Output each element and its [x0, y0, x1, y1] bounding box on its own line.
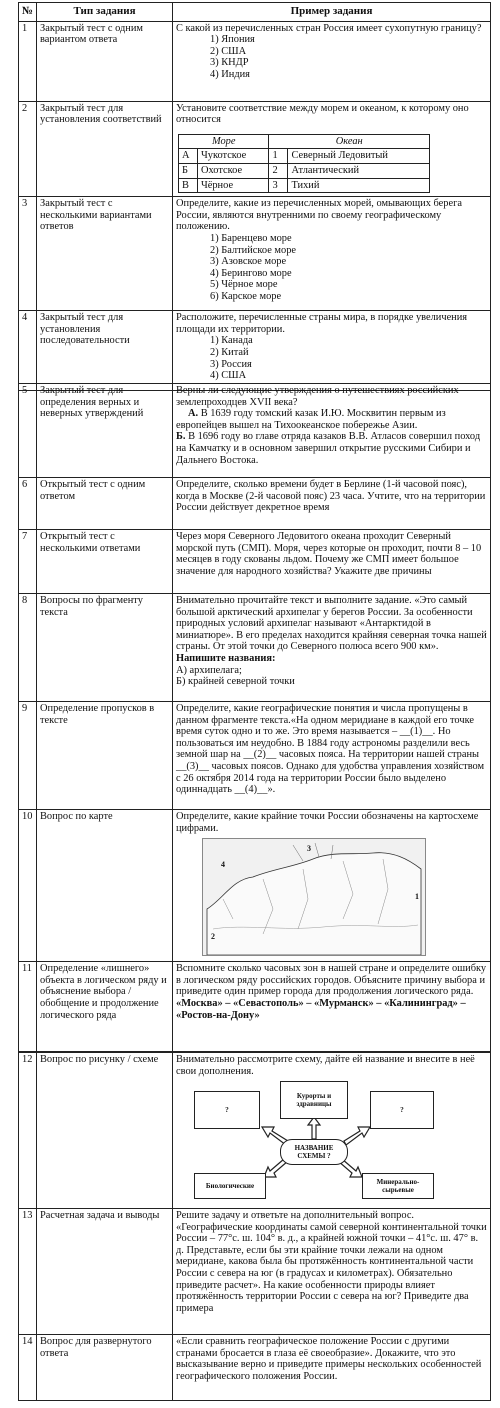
row-number: 6 [19, 478, 37, 530]
table-row [19, 478, 491, 530]
task-example: Определите, сколько времени будет в Берлине (1-й часовой пояс), когда в Москве (2-й часовой пояс) 23 часа. Учтите, что на территории России действует декретное время [173, 478, 491, 530]
option: 3) КНДР [210, 57, 249, 69]
task-example: Определите, какие географические понятия и числа пропущены в данном фрагменте текста.«На одном меридиане в каждой его точке время суток одно и то же. Это время называется – __(1)__. Но пользоваться им неудобно. В 1884 году астрономы разделили весь земной шар на __(2)__ часовых пояса. На территории нашей страны __(3)__ часовых поясов. Однако для удобства управления хозяйством с 26 октября 2014 года на территории России было выделено одиннадцать __(4)__». [173, 702, 491, 810]
map-point-label: 1 [415, 892, 419, 902]
option: 5) Чёрное море [210, 279, 278, 291]
option: 3) Россия [210, 358, 252, 370]
row-number: 4 [19, 311, 37, 391]
scheme-box-resorts: Курорты и здравницы [280, 1081, 348, 1119]
task-type: Закрытый тест с несколькими вариантами ответов [37, 197, 173, 311]
table-row [19, 594, 491, 702]
table-row [19, 21, 491, 101]
task-type: Вопрос по карте [37, 810, 173, 962]
task-table-part-1 [18, 2, 490, 391]
table-row [19, 962, 491, 1052]
task-example: Вспомните сколько часовых зон в нашей стране и определите ошибку в логическом ряду российских городов. Объясните причину выбора и приведите один пример города для продолжения логического ряда. «Москва» – «Севастополь» – «Мурманск» – «Калининград» – «Ростов-на-Дону» [173, 962, 491, 1052]
task-example: Решите задачу и ответьте на дополнительный вопрос. «Географические координаты самой северной континентальной точки России – 77°с. ш. 104° в. д., а крайней южной точки – 41°с. ш. 47° в. д. Представьте, если бы эти крайние точки лежали на одном меридиане, какова была бы протяжённость континентальной части России с севера на юг (в градусах и километрах). Обязательно приведите расчет». На какие особенности природы влияет протяжённость территории России с севера на юг? Приведите два примера [173, 1209, 491, 1335]
map-point-label: 3 [307, 844, 311, 854]
row-number: 14 [19, 1335, 37, 1401]
task-type: Открытый тест с одним ответом [37, 478, 173, 530]
option: 4) Берингово море [210, 267, 292, 279]
table-row [19, 311, 491, 391]
row-number: 7 [19, 530, 37, 594]
header-example: Пример задания [173, 3, 491, 22]
task-example: Определите, какие из перечисленных морей, омывающих берега России, являются внутренними по своему географическому положению. 1) Баренцево море 2) Балтийское море 3) Азовское море 4) Берингово море 5) Чёрное море 6) Карское море [173, 197, 491, 311]
row-number: 11 [19, 962, 37, 1052]
scheme-box-biological: Биологические [194, 1173, 266, 1199]
task-type: Определение «лишнего» объекта в логическом ряду и объяснение выбора / обобщение и продолжение логического ряда [37, 962, 173, 1052]
matching-head-sea: Море [179, 134, 269, 149]
map-point-label: 2 [211, 932, 215, 942]
option: 1) Баренцево море [210, 232, 292, 244]
matching-table: Море Океан А Чукотское 1 Северный Ледовитый Б Охотское 2 Атлантический В Чёрное 3 Тихий [178, 134, 430, 193]
row-number: 8 [19, 594, 37, 702]
table-row [19, 197, 491, 311]
option: 2) Балтийское море [210, 244, 297, 256]
task-example: Верны ли следующие утверждения о путешествиях российских землепроходцев XVII века? А. В 1639 году томский казак И.Ю. Москвитин первым из европейцев вышел на Тихоокеанское побережье Азии. Б. В 1696 году во главе отряда казаков В.В. Атласов совершил поход на Камчатку и в основном завершил открытие русскими Сибири и Дальнего Востока. [173, 384, 491, 478]
task-type: Открытый тест с несколькими ответами [37, 530, 173, 594]
table-row [19, 702, 491, 810]
task-type: Закрытый тест для установления соответствий [37, 101, 173, 197]
scheme-title-oval: НАЗВАНИЕ СХЕМЫ ? [280, 1139, 348, 1165]
table-row [19, 810, 491, 962]
option: 3) Азовское море [210, 256, 287, 268]
table-row [19, 1209, 491, 1335]
task-example: Внимательно прочитайте текст и выполните задание. «Это самый большой арктический архипелаг у берегов России. За особенности природных условий архипелаг называют «Антарктидой в миниатюре». В его пределах находится крайняя северная точка нашей страны. От этой точки до Северного полюса всего 900 км». Напишите названия: А) архипелага; Б) крайней северной точки [173, 594, 491, 702]
scheme-box-unknown-left: ? [194, 1091, 260, 1129]
scheme-diagram [188, 1081, 436, 1199]
task-type: Закрытый тест для определения верных и неверных утверждений [37, 384, 173, 478]
task-table-part-3 [18, 1052, 490, 1401]
task-example: Внимательно рассмотрите схему, дайте ей название и внесите в неё свои дополнения. ? Курорты и здравницы ? НАЗВАНИЕ СХЕМЫ ? Биологические Минерально-сырьевые [173, 1053, 491, 1209]
header-type: Тип задания [37, 3, 173, 22]
row-number: 5 [19, 384, 37, 478]
scheme-box-mineral: Минерально-сырьевые [362, 1173, 434, 1199]
task-type: Вопрос для развернутого ответа [37, 1335, 173, 1401]
row-number: 10 [19, 810, 37, 962]
task-example: Расположите, перечисленные страны мира, в порядке увеличения площади их территории. 1) Канада 2) Китай 3) Россия 4) США [173, 311, 491, 391]
scheme-box-unknown-right: ? [370, 1091, 434, 1129]
task-type: Вопросы по фрагменту текста [37, 594, 173, 702]
task-example: «Если сравнить географическое положение России с другими странами бросается в глаза её своеобразие». Докажите, что это высказывание верно и приведите примеры нескольких особенностей географического положения России. [173, 1335, 491, 1401]
map-drawing [203, 839, 425, 955]
option: 2) США [210, 45, 247, 57]
russia-outline-map [202, 838, 426, 956]
task-example: Установите соответствие между морем и океаном, к которому оно относится Море Океан А Чукотское 1 Северный Ледовитый Б Охотское 2 Атлантический В Чёрное 3 Тихий [173, 101, 491, 197]
table-row [19, 384, 491, 478]
row-number: 12 [19, 1053, 37, 1209]
table-row [19, 1053, 491, 1209]
table-header-row [19, 3, 491, 22]
row-number: 3 [19, 197, 37, 311]
task-type: Расчетная задача и выводы [37, 1209, 173, 1335]
option: 6) Карское море [210, 290, 282, 302]
task-type: Закрытый тест с одним вариантом ответа [37, 21, 173, 101]
table-row [19, 1335, 491, 1401]
task-table-part-2 [18, 383, 490, 1052]
task-example: Определите, какие крайние точки России обозначены на картосхеме цифрами. 4 3 2 1 [173, 810, 491, 962]
task-type: Закрытый тест для установления последовательности [37, 311, 173, 391]
row-number: 13 [19, 1209, 37, 1335]
matching-head-ocean: Океан [269, 134, 430, 149]
option: 2) Китай [210, 346, 249, 358]
option: 4) США [210, 370, 247, 382]
header-num: № [19, 3, 37, 22]
row-number: 1 [19, 21, 37, 101]
task-type: Определение пропусков в тексте [37, 702, 173, 810]
option: 1) Япония [210, 34, 255, 46]
task-example: Через моря Северного Ледовитого океана проходит Северный морской путь (СМП). Моря, через которые он проходит, почти 8 – 10 месяцев в году скованы льдом. Почему же СМП имеет большое значение для народного хозяйства? Укажите две причины [173, 530, 491, 594]
option: 1) Канада [210, 335, 253, 347]
row-number: 2 [19, 101, 37, 197]
table-row [19, 101, 491, 197]
task-type: Вопрос по рисунку / схеме [37, 1053, 173, 1209]
table-row [19, 530, 491, 594]
map-point-label: 4 [221, 860, 225, 870]
row-number: 9 [19, 702, 37, 810]
option: 4) Индия [210, 68, 250, 80]
task-example: С какой из перечисленных стран Россия имеет сухопутную границу? 1) Япония 2) США 3) КНДР 4) Индия [173, 21, 491, 101]
